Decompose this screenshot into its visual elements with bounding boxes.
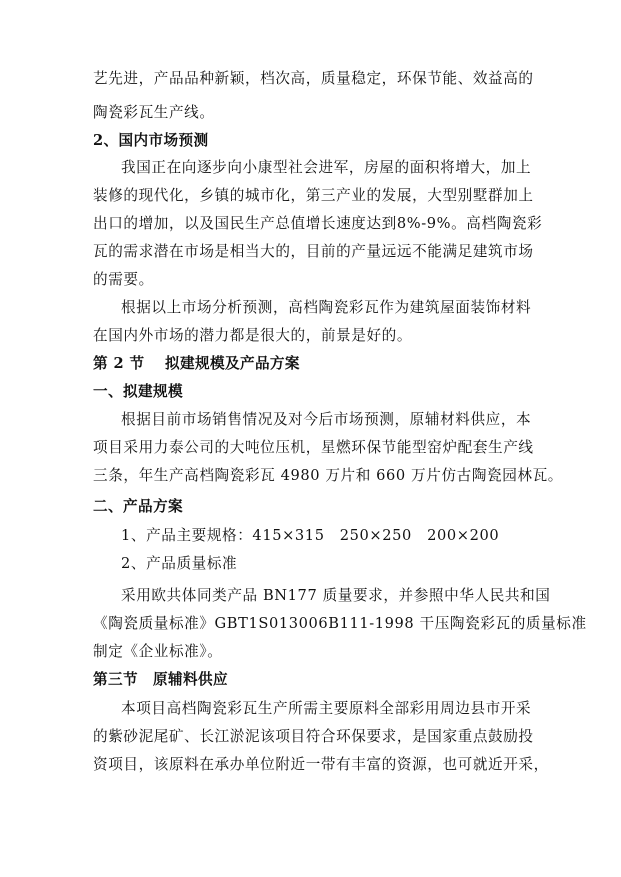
paragraph-line: 的需要。: [93, 271, 154, 288]
paragraph-line: 根据以上市场分析预测，高档陶瓷彩瓦作为建筑屋面装饰材料: [121, 299, 532, 316]
paragraph-line: 根据目前市场销售情况及对今后市场预测，原辅材料供应，本: [121, 411, 532, 428]
paragraph-line: 我国正在向逐步向小康型社会进军，房屋的面积将增大，加上: [121, 159, 532, 176]
list-item: 1、产品主要规格：415×315 250×250 200×200: [121, 527, 500, 544]
paragraph-line: 出口的增加，以及国民生产总值增长速度达到8%-9%。高档陶瓷彩: [93, 215, 543, 232]
section-heading: 第三节 原辅料供应: [93, 671, 228, 688]
paragraph-line: 本项目高档陶瓷彩瓦生产所需主要原料全部彩用周边县市开采: [121, 700, 532, 717]
paragraph-line: 装修的现代化，乡镇的城市化，第三产业的发展，大型别墅群加上: [93, 187, 534, 204]
paragraph-line: 陶瓷彩瓦生产线。: [93, 104, 215, 121]
paragraph-line: 《陶瓷质量标准》GBT1S013006B111-1998 干压陶瓷彩瓦的质量标准: [93, 615, 587, 632]
paragraph-line: 制定《企业标准》。: [93, 643, 223, 660]
subsection-heading: 一、拟建规模: [93, 383, 183, 400]
paragraph-line: 的紫砂泥尾矿、长江淤泥该项目符合环保要求，是国家重点鼓励投: [93, 728, 534, 745]
subsection-heading: 二、产品方案: [93, 498, 183, 515]
list-item: 2、产品质量标准: [121, 555, 238, 572]
paragraph-line: 采用欧共体同类产品 BN177 质量要求，并参照中华人民共和国: [121, 587, 551, 604]
section-heading: 2、国内市场预测: [93, 132, 209, 149]
section-heading: 第 2 节 拟建规模及产品方案: [93, 355, 300, 372]
paragraph-line: 瓦的需求潜在市场是相当大的，目前的产量远远不能满足建筑市场: [93, 243, 534, 260]
paragraph-line: 项目采用力泰公司的大吨位压机，星燃环保节能型窑炉配套生产线: [93, 439, 534, 456]
paragraph-line: 艺先进，产品品种新颖，档次高，质量稳定，环保节能、效益高的: [93, 70, 534, 87]
paragraph-line: 资项目，该原料在承办单位附近一带有丰富的资源，也可就近开采，: [93, 756, 549, 773]
paragraph-line: 三条，年生产高档陶瓷彩瓦 4980 万片和 660 万片仿古陶瓷园林瓦。: [93, 467, 563, 484]
paragraph-line: 在国内外市场的潜力都是很大的，前景是好的。: [93, 327, 413, 344]
